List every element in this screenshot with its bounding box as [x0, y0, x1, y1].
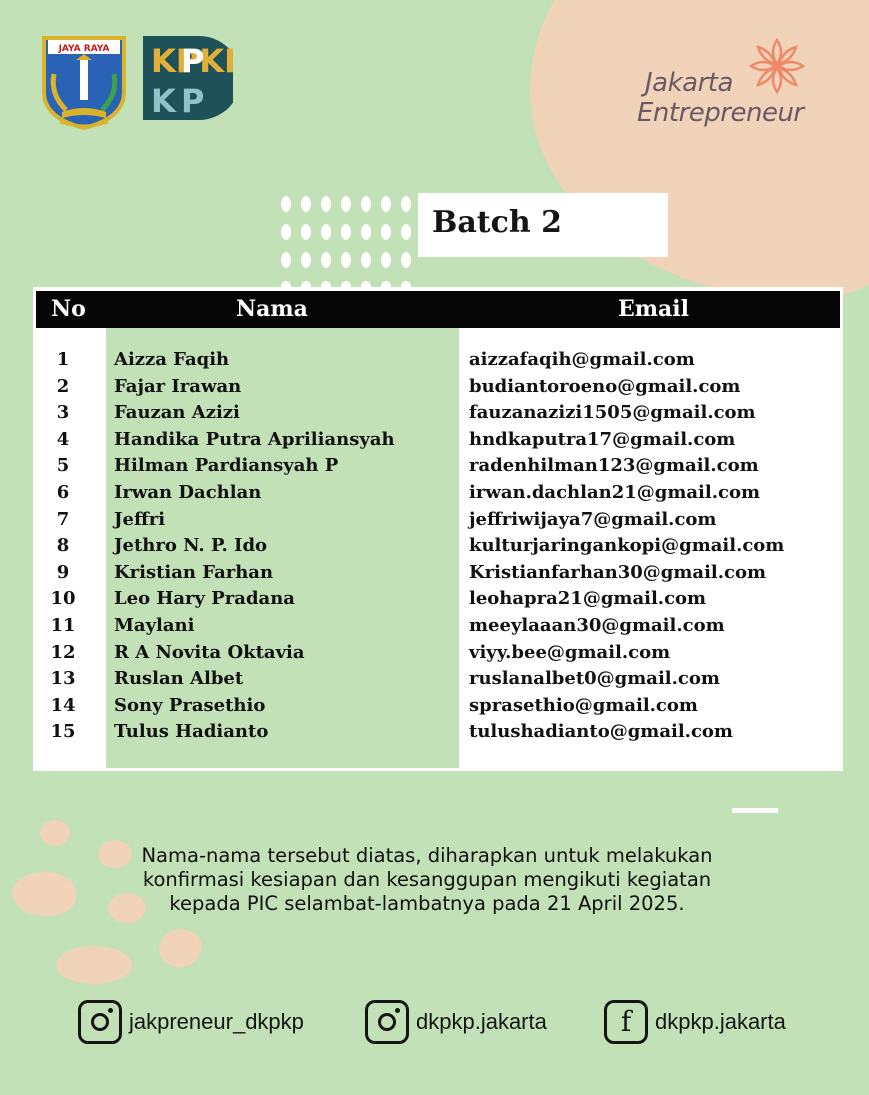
participant-name: Hilman Pardiansyah P: [114, 455, 339, 477]
participant-name: Tulus Hadianto: [114, 721, 269, 743]
participant-email: kulturjaringankopi@gmail.com: [469, 535, 785, 557]
decorative-blob: [12, 872, 76, 916]
kpkp-logo: [143, 36, 233, 120]
row-number: 5: [56, 455, 70, 477]
participant-name: Ruslan Albet: [114, 668, 244, 690]
confirmation-notice: [100, 844, 754, 916]
table-body: [33, 347, 843, 746]
participant-email: Kristianfarhan30@gmail.com: [469, 561, 767, 583]
svg-text:P: P: [181, 82, 205, 120]
notice-line: kepada PIC selambat-lambatnya pada 21 April 2025.: [169, 892, 685, 915]
social-facebook-dkpkp[interactable]: [604, 998, 786, 1046]
brand-name-line2: Entrepreneur: [637, 98, 804, 128]
svg-text:P: P: [181, 42, 205, 80]
social-handle: dkpkp.jakarta: [416, 1009, 547, 1034]
participant-name: Handika Putra Apriliansyah: [114, 428, 395, 450]
participant-email: leohapra21@gmail.com: [469, 588, 707, 610]
table-row: [33, 613, 843, 640]
participant-email: meeylaaan30@gmail.com: [469, 614, 725, 636]
participant-name: Aizza Faqih: [114, 349, 230, 370]
svg-text:K: K: [151, 82, 176, 120]
table-row: [33, 374, 843, 401]
participant-name: Jethro N. P. Ido: [114, 535, 268, 557]
column-header-nama: Nama: [236, 296, 308, 322]
decorative-blob: [40, 820, 70, 846]
dki-logo-label: JAYA RAYA: [58, 44, 110, 54]
table-row: [33, 560, 843, 587]
participant-name: Irwan Dachlan: [114, 481, 262, 503]
notice-line: konfirmasi kesiapan dan kesanggupan mengikuti kegiatan: [142, 868, 712, 891]
social-handle: jakpreneur_dkpkp: [129, 1009, 304, 1034]
batch-title-box: [418, 193, 668, 257]
participant-name: Fauzan Azizi: [114, 402, 240, 424]
row-number: 15: [50, 721, 76, 743]
row-number: 1: [56, 349, 70, 370]
table-header: [36, 291, 840, 328]
table-row: [33, 480, 843, 507]
participant-email: irwan.dachlan21@gmail.com: [469, 481, 761, 503]
row-number: 14: [50, 694, 76, 716]
participant-email: ruslanalbet0@gmail.com: [469, 668, 720, 690]
row-number: 9: [56, 561, 70, 583]
participant-email: viyy.bee@gmail.com: [469, 641, 671, 663]
decorative-dot-grid: [280, 194, 416, 290]
row-number: 10: [50, 588, 76, 610]
participant-name: Jeffri: [114, 508, 166, 530]
batch-title: Batch 2: [432, 205, 563, 240]
column-header-no: No: [51, 296, 86, 322]
table-row: [33, 453, 843, 480]
row-number: 7: [56, 508, 70, 530]
row-number: 11: [50, 614, 76, 636]
brand-name-line1: Jakarta: [645, 68, 733, 98]
table-row: [33, 427, 843, 454]
participant-name: R A Novita Oktavia: [114, 641, 305, 663]
table-row: [33, 347, 843, 374]
dki-jakarta-logo: [40, 34, 128, 130]
participant-email: radenhilman123@gmail.com: [469, 455, 759, 477]
row-number: 6: [56, 481, 70, 503]
participant-email: tulushadianto@gmail.com: [469, 721, 733, 743]
participant-email: hndkaputra17@gmail.com: [469, 428, 736, 450]
table-row: [33, 719, 843, 746]
social-instagram-jakpreneur[interactable]: [78, 998, 304, 1046]
participant-email: budiantoroeno@gmail.com: [469, 375, 741, 397]
participant-email: sprasethio@gmail.com: [469, 694, 698, 716]
participant-email: jeffriwijaya7@gmail.com: [469, 508, 717, 530]
participant-table: [33, 287, 843, 771]
row-number: 12: [50, 641, 76, 663]
table-row: [33, 666, 843, 693]
kpkp-logo-text: KPK: [151, 42, 225, 80]
participant-email: fauzanazizi1505@gmail.com: [469, 402, 756, 424]
table-row: [33, 693, 843, 720]
jakarta-entrepreneur-logo: [637, 34, 827, 130]
row-number: 8: [56, 535, 70, 557]
column-header-email: Email: [618, 296, 690, 322]
participant-email: aizzafaqih@gmail.com: [469, 349, 695, 370]
table-row: [33, 640, 843, 667]
participant-name: Sony Prasethio: [114, 694, 266, 716]
decorative-blob: [56, 946, 132, 984]
social-instagram-dkpkp[interactable]: [365, 998, 547, 1046]
social-handle: dkpkp.jakarta: [655, 1009, 786, 1034]
svg-text:K: K: [151, 42, 176, 80]
table-row: [33, 586, 843, 613]
participant-name: Fajar Irawan: [114, 375, 242, 397]
table-row: [33, 400, 843, 427]
table-row: [33, 507, 843, 534]
instagram-icon: [365, 1000, 409, 1044]
decorative-dash: [732, 808, 778, 813]
row-number: 13: [50, 668, 76, 690]
row-number: 2: [56, 375, 70, 397]
decorative-blob: [153, 921, 208, 976]
participant-name: Maylani: [114, 614, 195, 636]
instagram-icon: [78, 1000, 122, 1044]
participant-name: Leo Hary Pradana: [114, 588, 295, 610]
table-row: [33, 533, 843, 560]
notice-line: Nama-nama tersebut diatas, diharapkan untuk melakukan: [141, 844, 713, 867]
row-number: 3: [56, 402, 70, 424]
facebook-icon: f: [604, 1000, 648, 1044]
participant-name: Kristian Farhan: [114, 561, 274, 583]
row-number: 4: [56, 428, 70, 450]
